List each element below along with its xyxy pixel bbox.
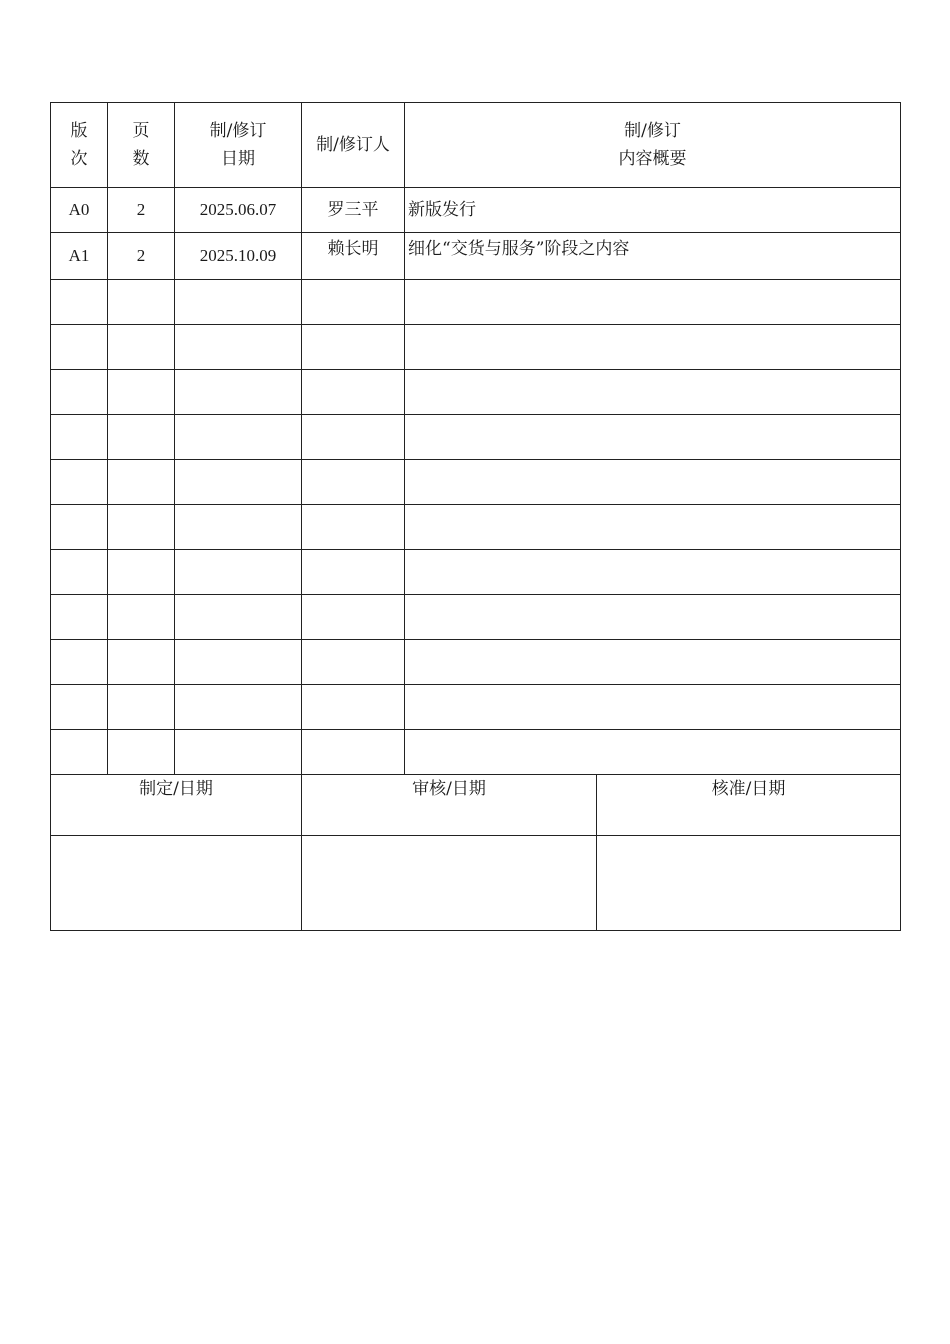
revision-history-table [50,102,901,931]
cell-reviser[interactable] [302,595,405,640]
empty-table-row [51,505,901,550]
cell-pages: 2 [108,233,175,280]
approved-date-label: 核准/日期 [597,775,901,836]
signature-header-row [51,775,901,836]
header-summary: 制/修订 内容概要 [405,103,901,188]
cell-reviser[interactable] [302,640,405,685]
cell-summary[interactable] [405,505,901,550]
prepared-signature-field[interactable] [51,836,302,931]
cell-version[interactable] [51,640,108,685]
empty-table-row [51,370,901,415]
cell-reviser: 罗三平 [302,188,405,233]
header-pages: 页 数 [108,103,175,188]
header-date: 制/修订 日期 [175,103,302,188]
cell-pages[interactable] [108,595,175,640]
reviewed-date-label: 审核/日期 [302,775,597,836]
cell-summary: 新版发行 [405,188,901,233]
cell-reviser[interactable] [302,505,405,550]
cell-pages: 2 [108,188,175,233]
cell-version[interactable] [51,280,108,325]
empty-table-row [51,730,901,775]
cell-date[interactable] [175,325,302,370]
cell-reviser[interactable] [302,730,405,775]
cell-summary[interactable] [405,550,901,595]
cell-summary[interactable] [405,325,901,370]
cell-version[interactable] [51,595,108,640]
cell-version[interactable] [51,730,108,775]
cell-version[interactable] [51,460,108,505]
cell-date[interactable] [175,640,302,685]
cell-summary[interactable] [405,370,901,415]
cell-pages[interactable] [108,460,175,505]
empty-table-row [51,640,901,685]
cell-summary[interactable] [405,685,901,730]
cell-summary[interactable] [405,415,901,460]
cell-version: A0 [51,188,108,233]
cell-version[interactable] [51,550,108,595]
cell-reviser: 赖长明 [302,233,405,280]
empty-table-row [51,460,901,505]
cell-date: 2025.06.07 [175,188,302,233]
header-reviser: 制/修订人 [302,103,405,188]
cell-pages[interactable] [108,505,175,550]
cell-summary: 细化“交货与服务”阶段之内容 [405,233,901,280]
cell-date[interactable] [175,730,302,775]
cell-date[interactable] [175,460,302,505]
table-row [51,188,901,233]
empty-table-row [51,280,901,325]
cell-reviser[interactable] [302,460,405,505]
cell-version[interactable] [51,685,108,730]
cell-reviser[interactable] [302,370,405,415]
cell-version[interactable] [51,505,108,550]
cell-pages[interactable] [108,550,175,595]
cell-date[interactable] [175,505,302,550]
empty-table-row [51,550,901,595]
empty-table-row [51,325,901,370]
header-row [51,103,901,188]
approved-signature-field[interactable] [597,836,901,931]
cell-reviser[interactable] [302,550,405,595]
cell-pages[interactable] [108,370,175,415]
cell-pages[interactable] [108,685,175,730]
cell-date[interactable] [175,370,302,415]
cell-date[interactable] [175,685,302,730]
cell-pages[interactable] [108,730,175,775]
table-row [51,233,901,280]
cell-summary[interactable] [405,280,901,325]
cell-pages[interactable] [108,640,175,685]
cell-reviser[interactable] [302,280,405,325]
cell-version[interactable] [51,325,108,370]
cell-version: A1 [51,233,108,280]
cell-reviser[interactable] [302,415,405,460]
cell-pages[interactable] [108,280,175,325]
header-version: 版 次 [51,103,108,188]
empty-table-row [51,415,901,460]
cell-date[interactable] [175,550,302,595]
cell-summary[interactable] [405,730,901,775]
cell-summary[interactable] [405,460,901,505]
cell-summary[interactable] [405,640,901,685]
reviewed-signature-field[interactable] [302,836,597,931]
cell-date: 2025.10.09 [175,233,302,280]
cell-version[interactable] [51,415,108,460]
cell-date[interactable] [175,280,302,325]
prepared-date-label: 制定/日期 [51,775,302,836]
signature-body-row [51,836,901,931]
cell-summary[interactable] [405,595,901,640]
cell-reviser[interactable] [302,325,405,370]
cell-date[interactable] [175,595,302,640]
empty-table-row [51,685,901,730]
cell-version[interactable] [51,370,108,415]
cell-reviser[interactable] [302,685,405,730]
empty-table-row [51,595,901,640]
cell-pages[interactable] [108,415,175,460]
cell-date[interactable] [175,415,302,460]
cell-pages[interactable] [108,325,175,370]
